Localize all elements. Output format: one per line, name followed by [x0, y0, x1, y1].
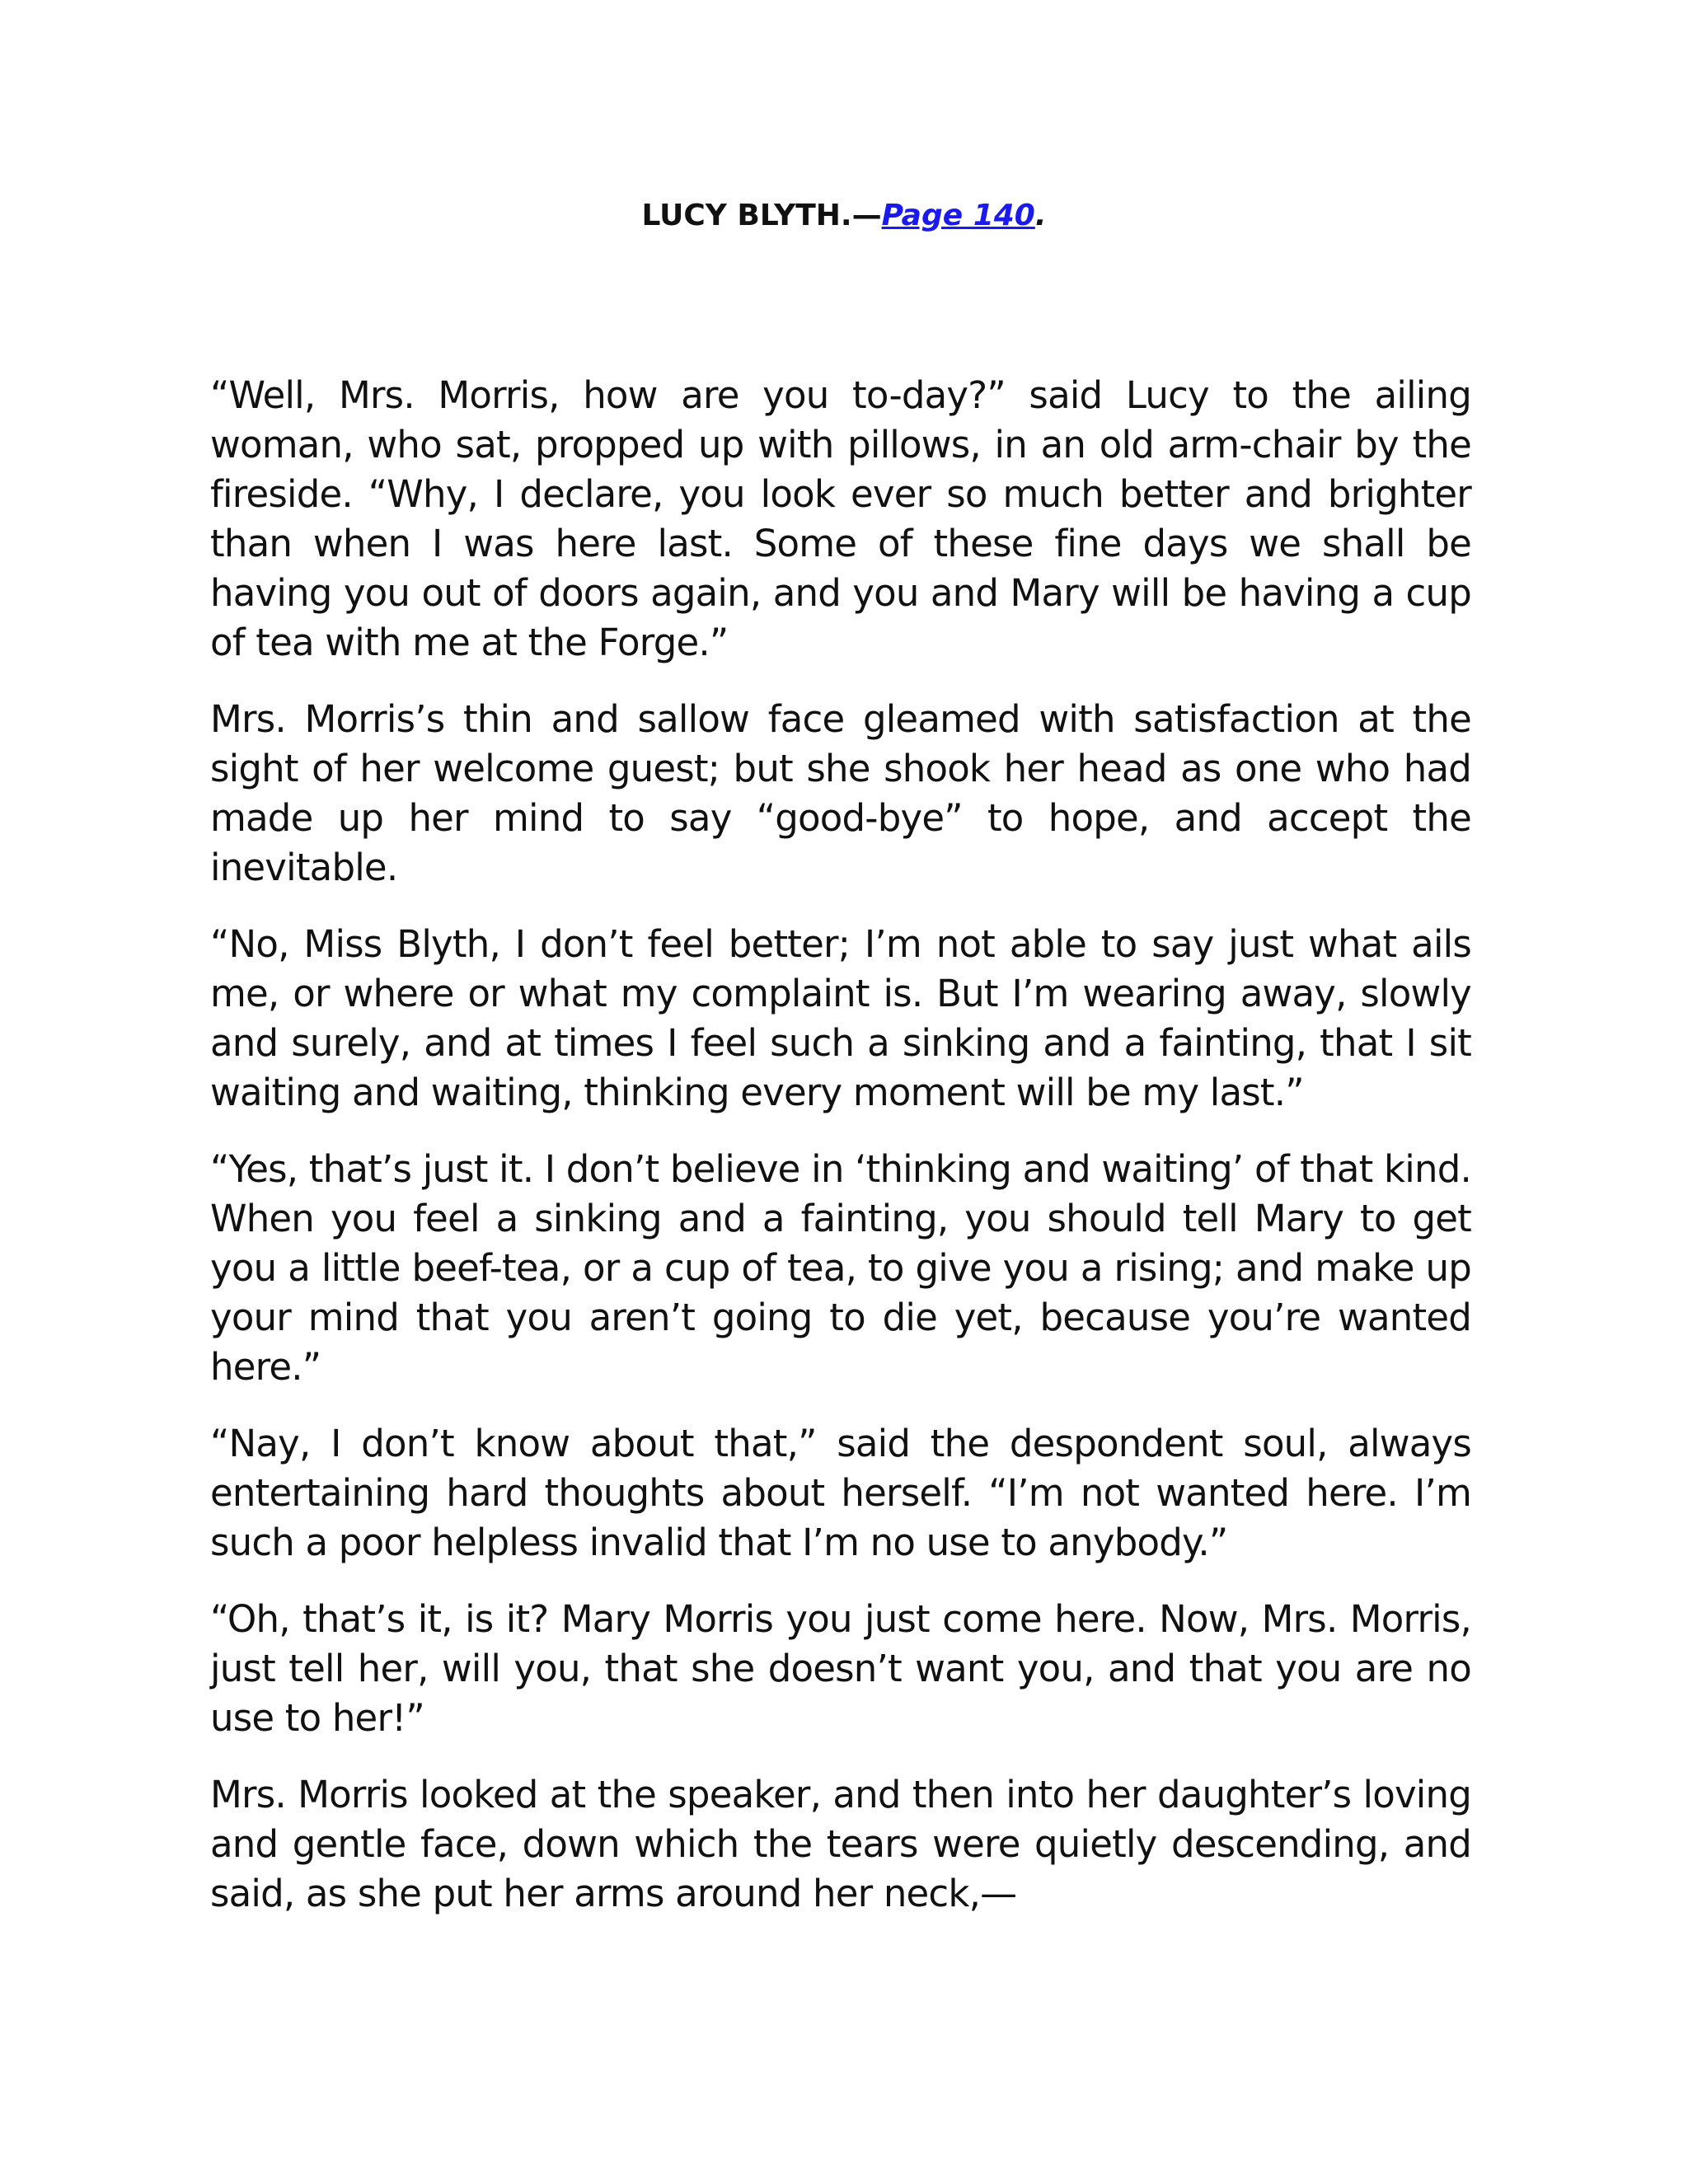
- caption-title: LUCY BLYTH.—: [641, 199, 882, 232]
- paragraph: “Yes, that’s just it. I don’t believe in ‘thinking and waiting’ of that kind. When you feel a sinking and a fainting, you should tell Mary to get you a little beef-tea, or a cup of tea, to give you a rising; and make up your mind that you aren’t going to die yet, because you’re wanted here.”: [210, 1147, 1471, 1389]
- page-link[interactable]: Page 140: [881, 199, 1035, 232]
- caption-period: .: [1034, 199, 1047, 232]
- body-text: [210, 371, 1471, 1946]
- paragraph: “Well, Mrs. Morris, how are you to-day?” said Lucy to the ailing woman, who sat, propped up with pillows, in an old arm-chair by the fireside. “Why, I declare, you look ever so much better and brighter than when I was here last. Some of these fine days we shall be having you out of doors again, and you and Mary will be having a cup of tea with me at the Forge.”: [210, 373, 1471, 664]
- paragraph: “No, Miss Blyth, I don’t feel better; I’m not able to say just what ails me, or where or what my complaint is. But I’m wearing away, slowly and surely, and at times I feel such a sinking and a fainting, that I sit waiting and waiting, thinking every moment will be my last.”: [210, 922, 1471, 1114]
- paragraph: Mrs. Morris’s thin and sallow face gleamed with satisfaction at the sight of her welcome guest; but she shook her head as one who had made up her mind to say “good-bye” to hope, and accept the inevitable.: [210, 697, 1471, 889]
- paragraph: Mrs. Morris looked at the speaker, and then into her daughter’s loving and gentle face, down which the tears were quietly descending, and said, as she put her arms around her neck,—: [210, 1773, 1471, 1915]
- illustration-caption: [0, 196, 1688, 236]
- paragraph: “Nay, I don’t know about that,” said the despondent soul, always entertaining hard thoughts about herself. “I’m not wanted here. I’m such a poor helpless invalid that I’m no use to anybody.”: [210, 1422, 1471, 1564]
- paragraph: “Oh, that’s it, is it? Mary Morris you just come here. Now, Mrs. Morris, just tell her, will you, that she doesn’t want you, and that you are no use to her!”: [210, 1597, 1471, 1740]
